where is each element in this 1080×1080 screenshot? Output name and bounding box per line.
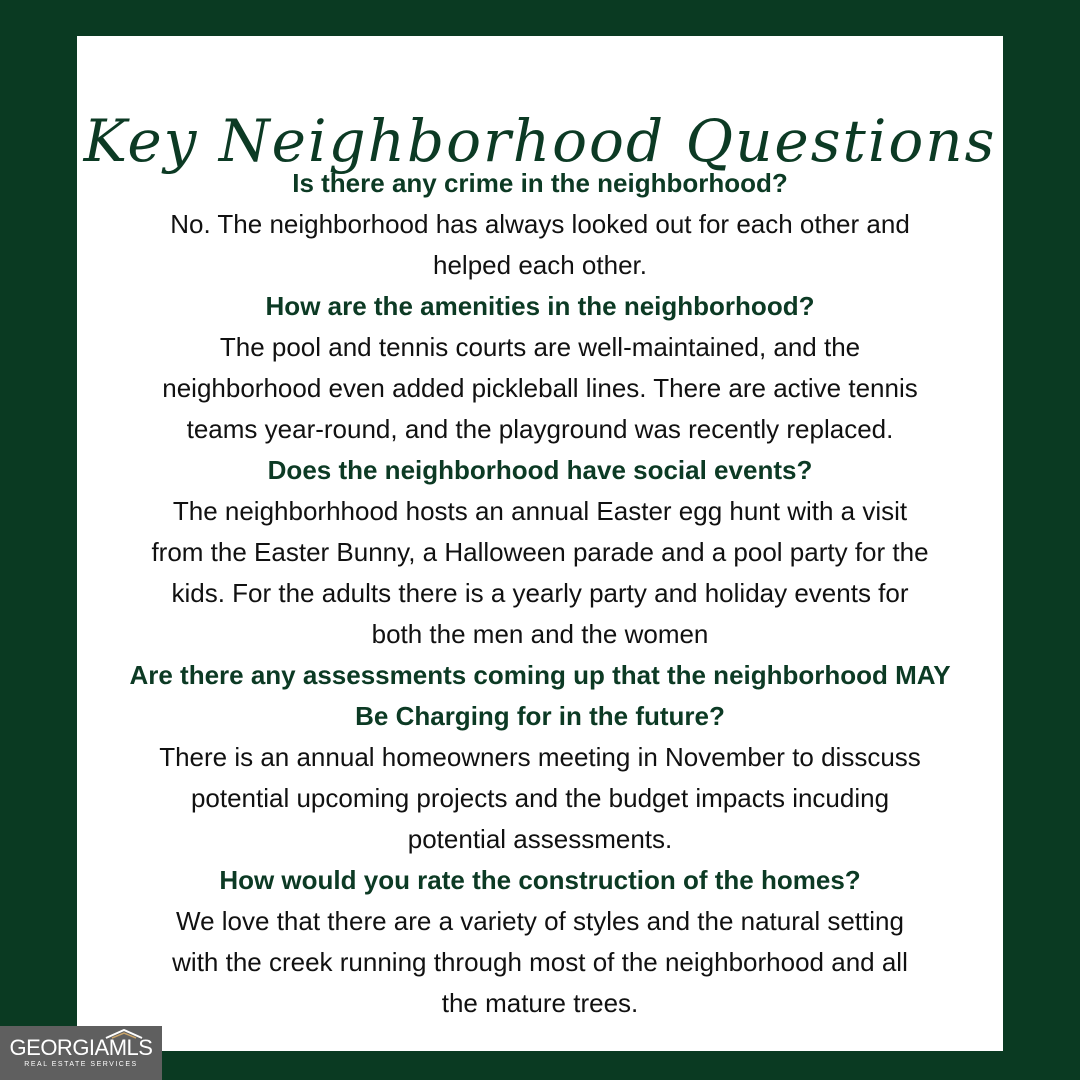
answer-line: We love that there are a variety of styles and the natural setting [176, 906, 904, 936]
content-card [77, 36, 1003, 1051]
answer-line: There is an annual homeowners meeting in November to disscuss [159, 742, 921, 772]
answer-line: from the Easter Bunny, a Halloween parade and a pool party for the [151, 537, 929, 567]
qa-item [77, 163, 1003, 286]
answer-line: with the creek running through most of the neighborhood and all [172, 947, 908, 977]
answer-line: The pool and tennis courts are well-maintained, and the [219, 332, 861, 362]
answer-line: neighborhood even added pickleball lines. There are active tennis [162, 373, 918, 403]
answer-line: helped each other. [433, 250, 647, 280]
question-line: Be Charging for in the future? [355, 701, 725, 731]
logo-name: GEORGIAMLS [9, 1035, 153, 1060]
answer-line: The neighborhhood hosts an annual Easter egg hunt with a visit [172, 496, 908, 526]
qa-item [77, 450, 1003, 655]
question: How would you rate the construction of the homes? [219, 865, 861, 895]
roof-icon [104, 1029, 144, 1039]
answer-line: No. The neighborhood has always looked out for each other and [170, 209, 910, 239]
answer-line: both the men and the women [371, 619, 709, 649]
logo-tagline: REAL ESTATE SERVICES [24, 1061, 138, 1068]
question: Is there any crime in the neighborhood? [292, 168, 788, 198]
qa-list [77, 163, 1003, 1024]
question: Does the neighborhood have social events? [267, 455, 813, 485]
answer-line: teams year-round, and the playground was recently replaced. [186, 414, 894, 444]
answer-line: kids. For the adults there is a yearly party and holiday events for [171, 578, 909, 608]
answer-line: potential assessments. [407, 824, 673, 854]
qa-item [77, 286, 1003, 450]
qa-item [77, 860, 1003, 1024]
page-title: Key Neighborhood Questions [83, 107, 997, 175]
answer-line: potential upcoming projects and the budget impacts incuding [190, 783, 890, 813]
question: How are the amenities in the neighborhood? [265, 291, 815, 321]
georgiamls-logo [0, 1026, 162, 1080]
question-line: Are there any assessments coming up that the neighborhood MAY [129, 660, 951, 690]
qa-item [77, 655, 1003, 860]
answer-line: the mature trees. [441, 988, 639, 1018]
